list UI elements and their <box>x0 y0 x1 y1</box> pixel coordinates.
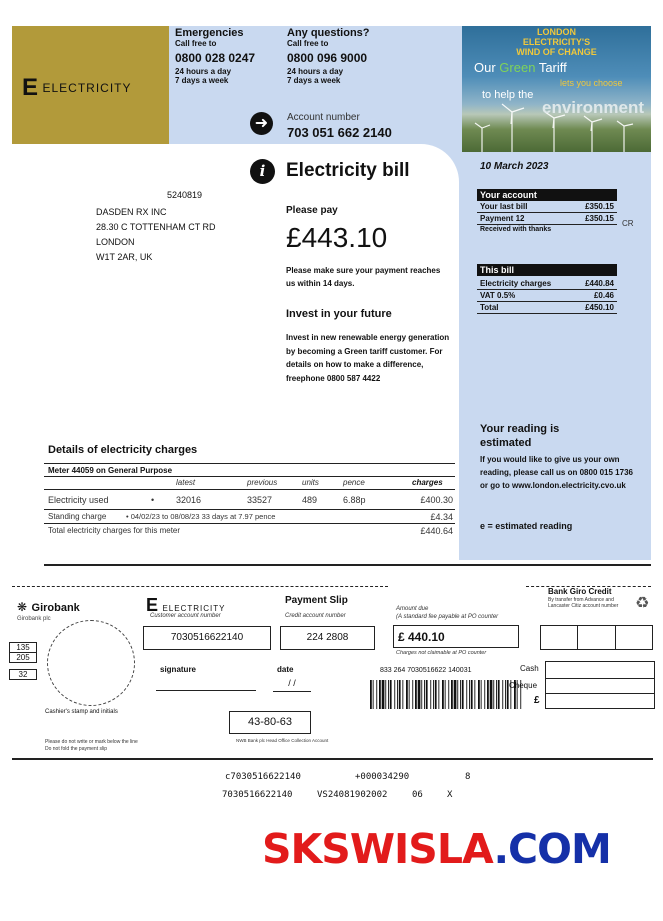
emergencies-hours: 24 hours a day <box>175 67 232 76</box>
watermark-part-2: .COM <box>493 825 611 873</box>
bgc-box[interactable] <box>540 625 578 650</box>
barcode-bar <box>505 680 506 709</box>
barcode-bar <box>382 680 385 709</box>
bill-date: 10 March 2023 <box>480 161 549 172</box>
cheque-label: Cheque <box>509 681 538 690</box>
address-line-2: 28.30 C TOTTENHAM CT RD <box>96 222 216 232</box>
barcode-bar <box>484 680 485 709</box>
postal-address <box>96 205 216 265</box>
used-label: Electricity used <box>48 495 109 505</box>
invest-text: Invest in new renewable energy generation by becoming a Green tariff customer. For details on how to make a difference, freephone 0800 587 4422 <box>286 333 450 383</box>
total-row <box>48 526 455 538</box>
barcode-bar <box>442 680 444 709</box>
emergencies-days: 7 days a week <box>175 76 229 85</box>
bgc-logo-icon: ♻ <box>635 595 650 612</box>
questions-phone[interactable]: 0800 096 9000 <box>287 51 368 65</box>
slip-logo-mark: E <box>146 595 159 615</box>
slip-title: Payment Slip <box>285 595 348 606</box>
used-units: 489 <box>302 495 318 505</box>
date-field[interactable]: / / <box>273 678 311 692</box>
promo-our: Our <box>474 60 496 75</box>
girobank-logo <box>17 598 80 623</box>
emergencies-phone[interactable]: 0800 028 0247 <box>175 51 256 65</box>
brand-logo <box>22 74 131 102</box>
row-value: £440.84 <box>585 279 614 288</box>
standing-label: Standing charge <box>48 512 107 521</box>
signature-label: signature <box>160 665 197 674</box>
barcode-bar <box>454 680 457 709</box>
barcode-bar <box>390 680 392 709</box>
used-charges: £400.30 <box>420 495 453 505</box>
barcode-bar <box>430 680 431 709</box>
questions-title: Any questions? <box>287 27 370 39</box>
branch-code: 135 <box>9 642 37 653</box>
address-line-4: W1T 2AR, UK <box>96 252 153 262</box>
bill-row <box>477 290 617 302</box>
account-row <box>477 201 617 213</box>
bank-sub: NWB Bank plc Head Office Collection Account <box>236 738 329 743</box>
row-label: VAT 0.5% <box>480 291 516 300</box>
standing-text: • 04/02/23 to 08/08/23 33 days at 7.97 pence <box>126 512 276 521</box>
used-pence: 6.88p <box>343 495 366 505</box>
branch-codes <box>9 642 37 680</box>
arrow-icon: ➜ <box>250 112 273 135</box>
col-charges: charges <box>412 478 443 487</box>
barcode-bar <box>457 680 458 709</box>
sort-code: 43-80-63 <box>229 711 311 734</box>
account-block <box>287 112 392 140</box>
due-sub: (A standard fee payable at PO counter <box>396 614 499 620</box>
barcode-bar <box>469 680 470 709</box>
branch-code: 32 <box>9 669 37 680</box>
barcode-bar <box>379 680 381 709</box>
barcode-bar <box>471 680 473 709</box>
reading-legend: e = estimated reading <box>480 521 573 531</box>
warning-2: Do not fold the payment slip <box>45 746 107 752</box>
barcode-bar <box>460 680 461 709</box>
payment-note: Please make sure your payment reaches us within 14 days. <box>286 266 441 288</box>
watermark <box>262 824 611 874</box>
promo-headline-1: LONDON <box>537 27 576 37</box>
address-line-1: DASDEN RX INC <box>96 207 167 217</box>
col-latest: latest <box>176 478 196 487</box>
barcode-bar <box>373 680 374 709</box>
bgc-box[interactable] <box>616 625 653 650</box>
promo-green: Green <box>499 60 536 75</box>
barcode-bar <box>462 680 464 709</box>
green-tariff-banner[interactable] <box>462 26 651 152</box>
girobank-name: Girobank <box>31 602 80 614</box>
used-latest: 32016 <box>176 495 202 505</box>
amount-due: £443.10 <box>286 222 388 253</box>
barcode-bar <box>399 680 401 709</box>
emergencies-sub: Call free to <box>175 39 217 48</box>
micr-line-2 <box>222 790 482 802</box>
total-label: Total electricity charges for this meter <box>48 526 181 535</box>
girobank-icon: ❋ <box>17 600 28 614</box>
promo-tariff: Tariff <box>538 60 567 75</box>
this-bill-panel <box>477 264 617 314</box>
bill-title: Electricity bill <box>286 160 410 181</box>
credit-marker: CR <box>622 219 634 228</box>
micr-field: VS24081902002 <box>317 790 388 800</box>
row-label: Electricity charges <box>480 279 552 288</box>
barcode-bar <box>481 680 482 709</box>
pound-label: £ <box>534 695 540 706</box>
promo-headline-2: ELECTRICITY'S <box>522 37 591 47</box>
barcode-bar <box>385 680 386 709</box>
logo-mark: E <box>22 74 39 101</box>
row-value: £0.46 <box>593 291 614 300</box>
barcode-bar <box>474 680 475 709</box>
micr-field: +000034290 <box>355 772 410 782</box>
reading-title: Your reading is estimated <box>480 423 560 449</box>
address-line-3: LONDON <box>96 237 135 247</box>
cash-field[interactable] <box>545 661 655 679</box>
emergencies-block <box>175 27 280 85</box>
cheque-field[interactable] <box>545 678 655 694</box>
signature-field[interactable] <box>156 676 256 691</box>
this-bill-title: This bill <box>477 264 617 276</box>
girobank-sub: Girobank plc <box>17 616 51 622</box>
promo-help: to help the <box>482 89 534 101</box>
barcode-bar <box>433 680 434 709</box>
total-field[interactable] <box>545 693 655 709</box>
barcode-bar <box>435 680 437 709</box>
reading-text: If you would like to give us your own reading, please call us on 0800 015 1736 or go to www.london.electricity.cvo.uk <box>480 455 633 490</box>
please-pay-label: Please pay <box>286 205 338 216</box>
barcode <box>370 680 525 709</box>
barcode-bar <box>421 680 422 709</box>
barcode-bar <box>438 680 439 709</box>
micr-field: c7030516622140 <box>225 772 301 782</box>
micr-field: X <box>447 790 453 800</box>
watermark-part-1: SKSWISLA <box>262 825 494 873</box>
account-label: Account number <box>287 112 360 123</box>
used-bullet: • <box>151 495 155 505</box>
barcode-number: 833 264 7030516622 140031 <box>380 667 472 674</box>
cash-label: Cash <box>520 664 539 673</box>
row-label: Total <box>480 303 499 312</box>
used-row <box>48 495 455 507</box>
total-charges: £440.64 <box>420 526 453 536</box>
barcode-bar <box>402 680 403 709</box>
credit-label: Credit account number <box>285 613 346 619</box>
questions-block <box>287 27 397 85</box>
date-label: date <box>277 665 294 674</box>
row-value: £450.10 <box>585 303 614 312</box>
bill-row <box>477 302 617 314</box>
barcode-bar <box>445 680 446 709</box>
charges-note: Charges not claimable at PO counter <box>396 650 487 656</box>
received-note: Received with thanks <box>480 226 552 233</box>
barcode-bar <box>496 680 497 709</box>
standing-charges: £4.34 <box>430 512 453 522</box>
barcode-bar <box>466 680 467 709</box>
brand-name: ELECTRICITY <box>42 81 132 95</box>
meter-label: Meter 44059 on General Purpose <box>48 466 173 475</box>
cust-number: 7030516622140 <box>143 626 271 650</box>
row-value: £350.15 <box>585 214 614 223</box>
barcode-bar <box>370 680 372 709</box>
branch-code: 205 <box>9 653 37 663</box>
credit-number: 224 2808 <box>280 626 375 650</box>
info-icon: i <box>250 159 275 184</box>
promo-environment: environment <box>542 98 645 117</box>
questions-days: 7 days a week <box>287 76 341 85</box>
your-account-panel <box>477 189 617 234</box>
barcode-bar <box>397 680 398 709</box>
barcode-bar <box>388 680 389 709</box>
warning-1: Please do not write or mark below the line <box>45 739 138 745</box>
bill-row <box>477 276 617 290</box>
questions-sub: Call free to <box>287 39 329 48</box>
tear-line <box>12 586 388 587</box>
barcode-bar <box>418 680 421 709</box>
barcode-bar <box>498 680 500 709</box>
barcode-bar <box>415 680 417 709</box>
due-amount[interactable]: £ 440.10 <box>393 625 519 648</box>
row-label: Your last bill <box>480 202 528 211</box>
barcode-bar <box>409 680 410 709</box>
micr-field: 06 <box>412 790 423 800</box>
due-label: Amount due <box>396 606 429 612</box>
col-previous: previous <box>247 478 278 487</box>
barcode-bar <box>376 680 377 709</box>
used-previous: 33527 <box>247 495 273 505</box>
barcode-bar <box>502 680 503 709</box>
stamp-label: Cashier's stamp and initials <box>45 709 118 715</box>
col-pence: pence <box>343 478 365 487</box>
account-number: 703 051 662 2140 <box>287 125 392 140</box>
questions-hours: 24 hours a day <box>287 67 344 76</box>
emergencies-title: Emergencies <box>175 27 244 39</box>
row-value: £350.15 <box>585 202 614 211</box>
slip-brand-name: ELECTRICITY <box>162 604 226 613</box>
address-ref: 5240819 <box>167 190 203 200</box>
invest-title: Invest in your future <box>286 308 392 320</box>
your-account-title: Your account <box>477 189 617 201</box>
barcode-bar <box>451 680 453 709</box>
barcode-bar <box>424 680 425 709</box>
stamp-circle <box>47 620 135 706</box>
bgc-box[interactable] <box>578 625 615 650</box>
barcode-bar <box>448 680 449 709</box>
details-title: Details of electricity charges <box>48 444 198 456</box>
micr-field: 7030516622140 <box>222 790 293 800</box>
promo-headline-3: WIND OF CHANGE <box>516 47 597 57</box>
barcode-bar <box>487 680 489 709</box>
barcode-bar <box>412 680 413 709</box>
col-units: units <box>302 478 319 487</box>
barcode-bar <box>493 680 494 709</box>
barcode-bar <box>490 680 493 709</box>
micr-field: 8 <box>465 772 471 782</box>
barcode-bar <box>478 680 480 709</box>
barcode-bar <box>406 680 408 709</box>
cust-label: Customer account number <box>150 613 221 619</box>
bgc-sub: By transfer from Advance and Lancaster Citiz account number <box>548 597 619 609</box>
barcode-bar <box>394 680 395 709</box>
bgc-boxes <box>540 625 653 650</box>
row-label: Payment 12 <box>480 214 525 223</box>
barcode-bar <box>426 680 428 709</box>
bgc-title: Bank Giro Credit <box>548 587 612 596</box>
micr-line-1 <box>225 772 485 784</box>
account-row <box>477 213 617 225</box>
promo-lets: lets you choose <box>560 78 623 88</box>
